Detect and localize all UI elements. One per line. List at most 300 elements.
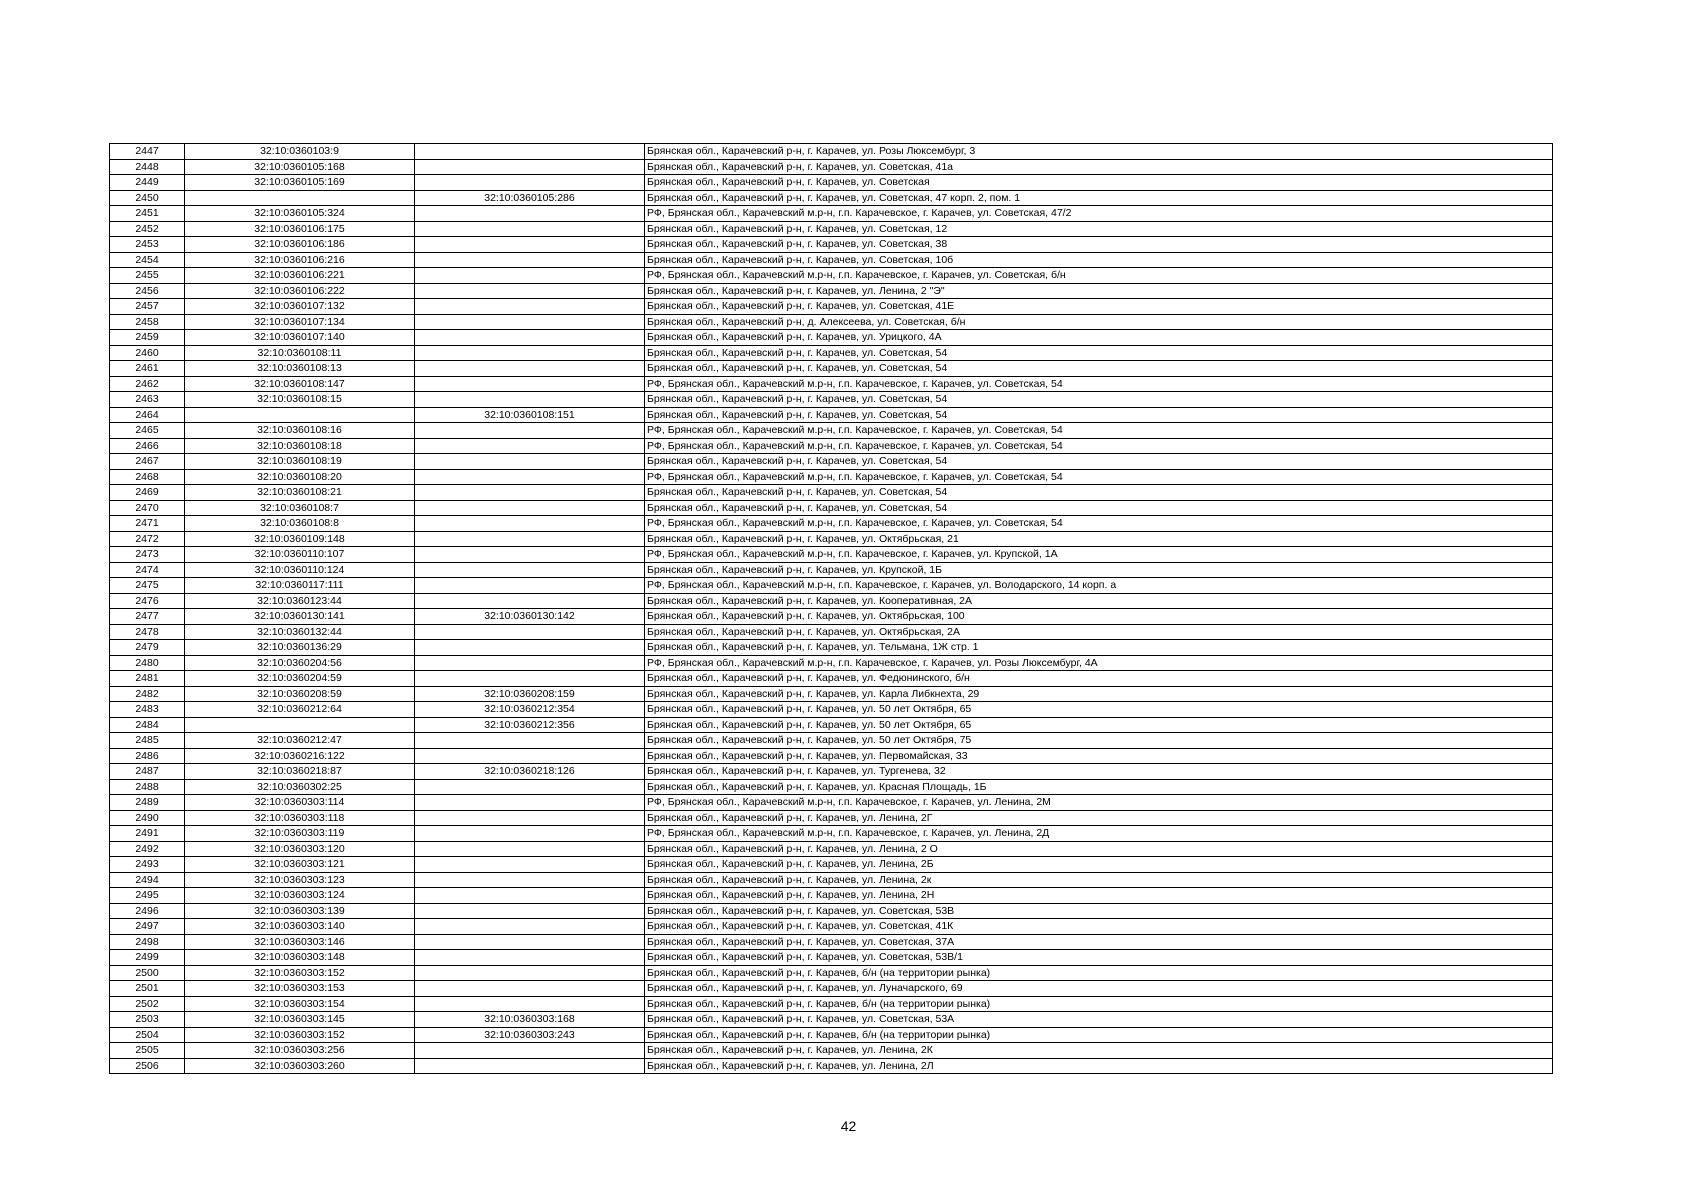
row-number-cell: 2477 xyxy=(110,609,185,625)
cadastral-table xyxy=(109,143,1553,1074)
table-row xyxy=(110,454,1553,470)
table-row xyxy=(110,578,1553,594)
related-cadastral-number-cell xyxy=(415,826,645,842)
related-cadastral-number-cell xyxy=(415,252,645,268)
table-row xyxy=(110,407,1553,423)
related-cadastral-number-cell xyxy=(415,438,645,454)
address-cell: Брянская обл., Карачевский р-н, г. Карачев, ул. Советская, 53В xyxy=(645,903,1553,919)
cadastral-number-cell: 32:10:0360108:8 xyxy=(185,516,415,532)
row-number-cell: 2449 xyxy=(110,175,185,191)
row-number-cell: 2483 xyxy=(110,702,185,718)
table-row xyxy=(110,159,1553,175)
related-cadastral-number-cell xyxy=(415,299,645,315)
related-cadastral-number-cell: 32:10:0360218:126 xyxy=(415,764,645,780)
cadastral-number-cell: 32:10:0360108:21 xyxy=(185,485,415,501)
related-cadastral-number-cell xyxy=(415,454,645,470)
table-row xyxy=(110,981,1553,997)
cadastral-number-cell: 32:10:0360303:256 xyxy=(185,1043,415,1059)
table-row xyxy=(110,206,1553,222)
related-cadastral-number-cell xyxy=(415,531,645,547)
address-cell: РФ, Брянская обл., Карачевский м.р-н, г.п. Карачевское, г. Карачев, ул. Советская, б/н xyxy=(645,268,1553,284)
row-number-cell: 2467 xyxy=(110,454,185,470)
table-row xyxy=(110,268,1553,284)
related-cadastral-number-cell xyxy=(415,206,645,222)
table-row xyxy=(110,516,1553,532)
row-number-cell: 2488 xyxy=(110,779,185,795)
related-cadastral-number-cell xyxy=(415,392,645,408)
related-cadastral-number-cell xyxy=(415,857,645,873)
row-number-cell: 2466 xyxy=(110,438,185,454)
address-cell: РФ, Брянская обл., Карачевский м.р-н, г.п. Карачевское, г. Карачев, ул. Советская, 54 xyxy=(645,516,1553,532)
row-number-cell: 2492 xyxy=(110,841,185,857)
row-number-cell: 2489 xyxy=(110,795,185,811)
related-cadastral-number-cell xyxy=(415,314,645,330)
row-number-cell: 2459 xyxy=(110,330,185,346)
row-number-cell: 2471 xyxy=(110,516,185,532)
related-cadastral-number-cell xyxy=(415,841,645,857)
row-number-cell: 2481 xyxy=(110,671,185,687)
related-cadastral-number-cell xyxy=(415,159,645,175)
row-number-cell: 2468 xyxy=(110,469,185,485)
cadastral-number-cell: 32:10:0360109:148 xyxy=(185,531,415,547)
row-number-cell: 2473 xyxy=(110,547,185,563)
row-number-cell: 2498 xyxy=(110,934,185,950)
cadastral-number-cell: 32:10:0360218:87 xyxy=(185,764,415,780)
address-cell: Брянская обл., Карачевский р-н, г. Карачев, ул. Советская, 37А xyxy=(645,934,1553,950)
row-number-cell: 2460 xyxy=(110,345,185,361)
address-cell: Брянская обл., Карачевский р-н, г. Карачев, ул. Советская, 54 xyxy=(645,500,1553,516)
row-number-cell: 2457 xyxy=(110,299,185,315)
related-cadastral-number-cell xyxy=(415,733,645,749)
address-cell: РФ, Брянская обл., Карачевский м.р-н, г.п. Карачевское, г. Карачев, ул. Советская, 54 xyxy=(645,423,1553,439)
related-cadastral-number-cell xyxy=(415,516,645,532)
row-number-cell: 2504 xyxy=(110,1027,185,1043)
row-number-cell: 2480 xyxy=(110,655,185,671)
related-cadastral-number-cell xyxy=(415,485,645,501)
cadastral-number-cell xyxy=(185,407,415,423)
cadastral-number-cell: 32:10:0360204:59 xyxy=(185,671,415,687)
row-number-cell: 2485 xyxy=(110,733,185,749)
row-number-cell: 2452 xyxy=(110,221,185,237)
table-row xyxy=(110,237,1553,253)
row-number-cell: 2451 xyxy=(110,206,185,222)
address-cell: Брянская обл., Карачевский р-н, г. Карачев, ул. Советская, 54 xyxy=(645,485,1553,501)
cadastral-number-cell: 32:10:0360216:122 xyxy=(185,748,415,764)
related-cadastral-number-cell xyxy=(415,175,645,191)
related-cadastral-number-cell xyxy=(415,330,645,346)
table-row xyxy=(110,826,1553,842)
cadastral-number-cell: 32:10:0360303:145 xyxy=(185,1012,415,1028)
cadastral-number-cell: 32:10:0360303:146 xyxy=(185,934,415,950)
cadastral-number-cell: 32:10:0360105:168 xyxy=(185,159,415,175)
table-row xyxy=(110,392,1553,408)
related-cadastral-number-cell xyxy=(415,810,645,826)
related-cadastral-number-cell: 32:10:0360212:354 xyxy=(415,702,645,718)
cadastral-number-cell: 32:10:0360108:16 xyxy=(185,423,415,439)
related-cadastral-number-cell: 32:10:0360303:168 xyxy=(415,1012,645,1028)
table-row xyxy=(110,748,1553,764)
address-cell: РФ, Брянская обл., Карачевский м.р-н, г.п. Карачевское, г. Карачев, ул. Советская, 54 xyxy=(645,438,1553,454)
related-cadastral-number-cell xyxy=(415,547,645,563)
cadastral-number-cell: 32:10:0360110:107 xyxy=(185,547,415,563)
address-cell: Брянская обл., Карачевский р-н, г. Карачев, ул. Советская, 41К xyxy=(645,919,1553,935)
address-cell: Брянская обл., Карачевский р-н, г. Карачев, ул. Ленина, 2 О xyxy=(645,841,1553,857)
table-row xyxy=(110,950,1553,966)
address-cell: РФ, Брянская обл., Карачевский м.р-н, г.п. Карачевское, г. Карачев, ул. Володарского, 14 корп. а xyxy=(645,578,1553,594)
related-cadastral-number-cell xyxy=(415,237,645,253)
cadastral-number-cell: 32:10:0360108:15 xyxy=(185,392,415,408)
table-row xyxy=(110,671,1553,687)
related-cadastral-number-cell xyxy=(415,500,645,516)
address-cell: Брянская обл., Карачевский р-н, г. Карачев, ул. Тельмана, 1Ж стр. 1 xyxy=(645,640,1553,656)
table-row xyxy=(110,330,1553,346)
address-cell: Брянская обл., Карачевский р-н, г. Карачев, ул. Ленина, 2 "Э" xyxy=(645,283,1553,299)
cadastral-number-cell: 32:10:0360303:260 xyxy=(185,1058,415,1074)
related-cadastral-number-cell xyxy=(415,655,645,671)
cadastral-number-cell: 32:10:0360106:186 xyxy=(185,237,415,253)
row-number-cell: 2491 xyxy=(110,826,185,842)
cadastral-number-cell: 32:10:0360106:222 xyxy=(185,283,415,299)
table-row xyxy=(110,469,1553,485)
row-number-cell: 2462 xyxy=(110,376,185,392)
row-number-cell: 2478 xyxy=(110,624,185,640)
cadastral-number-cell: 32:10:0360106:175 xyxy=(185,221,415,237)
address-cell: Брянская обл., Карачевский р-н, г. Карачев, ул. Ленина, 2Б xyxy=(645,857,1553,873)
table-row xyxy=(110,500,1553,516)
table-row xyxy=(110,919,1553,935)
cadastral-number-cell: 32:10:0360123:44 xyxy=(185,593,415,609)
row-number-cell: 2506 xyxy=(110,1058,185,1074)
row-number-cell: 2499 xyxy=(110,950,185,966)
cadastral-number-cell: 32:10:0360110:124 xyxy=(185,562,415,578)
related-cadastral-number-cell xyxy=(415,779,645,795)
cadastral-number-cell: 32:10:0360212:47 xyxy=(185,733,415,749)
related-cadastral-number-cell: 32:10:0360208:159 xyxy=(415,686,645,702)
address-cell: Брянская обл., Карачевский р-н, г. Карачев, б/н (на территории рынка) xyxy=(645,996,1553,1012)
related-cadastral-number-cell xyxy=(415,144,645,160)
address-cell: Брянская обл., Карачевский р-н, г. Карачев, б/н (на территории рынка) xyxy=(645,1027,1553,1043)
table-row xyxy=(110,190,1553,206)
row-number-cell: 2500 xyxy=(110,965,185,981)
cadastral-number-cell: 32:10:0360136:29 xyxy=(185,640,415,656)
cadastral-number-cell: 32:10:0360303:123 xyxy=(185,872,415,888)
table-row xyxy=(110,733,1553,749)
address-cell: Брянская обл., Карачевский р-н, г. Карачев, ул. Советская, 53В/1 xyxy=(645,950,1553,966)
address-cell: РФ, Брянская обл., Карачевский м.р-н, г.п. Карачевское, г. Карачев, ул. Крупской, 1А xyxy=(645,547,1553,563)
row-number-cell: 2482 xyxy=(110,686,185,702)
address-cell: Брянская обл., Карачевский р-н, г. Карачев, ул. 50 лет Октября, 65 xyxy=(645,702,1553,718)
related-cadastral-number-cell xyxy=(415,872,645,888)
row-number-cell: 2486 xyxy=(110,748,185,764)
row-number-cell: 2469 xyxy=(110,485,185,501)
address-cell: Брянская обл., Карачевский р-н, г. Карачев, ул. 50 лет Октября, 65 xyxy=(645,717,1553,733)
table-row xyxy=(110,795,1553,811)
table-row xyxy=(110,531,1553,547)
table-row xyxy=(110,857,1553,873)
table-row xyxy=(110,810,1553,826)
row-number-cell: 2484 xyxy=(110,717,185,733)
related-cadastral-number-cell xyxy=(415,748,645,764)
cadastral-number-cell: 32:10:0360105:324 xyxy=(185,206,415,222)
table-row xyxy=(110,934,1553,950)
address-cell: Брянская обл., Карачевский р-н, г. Карачев, ул. Крупской, 1Б xyxy=(645,562,1553,578)
cadastral-number-cell: 32:10:0360107:140 xyxy=(185,330,415,346)
address-cell: РФ, Брянская обл., Карачевский м.р-н, г.п. Карачевское, г. Карачев, ул. Ленина, 2М xyxy=(645,795,1553,811)
row-number-cell: 2463 xyxy=(110,392,185,408)
row-number-cell: 2493 xyxy=(110,857,185,873)
cadastral-number-cell: 32:10:0360204:56 xyxy=(185,655,415,671)
address-cell: Брянская обл., Карачевский р-н, г. Карачев, ул. Советская, 54 xyxy=(645,407,1553,423)
row-number-cell: 2465 xyxy=(110,423,185,439)
table-row xyxy=(110,547,1553,563)
row-number-cell: 2448 xyxy=(110,159,185,175)
address-cell: Брянская обл., Карачевский р-н, г. Карачев, ул. Ленина, 2Н xyxy=(645,888,1553,904)
related-cadastral-number-cell xyxy=(415,888,645,904)
row-number-cell: 2470 xyxy=(110,500,185,516)
cadastral-number-cell: 32:10:0360303:114 xyxy=(185,795,415,811)
row-number-cell: 2495 xyxy=(110,888,185,904)
row-number-cell: 2476 xyxy=(110,593,185,609)
cadastral-number-cell: 32:10:0360108:13 xyxy=(185,361,415,377)
related-cadastral-number-cell xyxy=(415,640,645,656)
related-cadastral-number-cell xyxy=(415,469,645,485)
address-cell: Брянская обл., Карачевский р-н, г. Карачев, ул. Советская, 54 xyxy=(645,454,1553,470)
address-cell: Брянская обл., Карачевский р-н, г. Карачев, ул. Советская, 54 xyxy=(645,392,1553,408)
address-cell: РФ, Брянская обл., Карачевский м.р-н, г.п. Карачевское, г. Карачев, ул. Советская, 54 xyxy=(645,469,1553,485)
table-row xyxy=(110,717,1553,733)
table-row xyxy=(110,314,1553,330)
related-cadastral-number-cell xyxy=(415,361,645,377)
table-row xyxy=(110,438,1553,454)
related-cadastral-number-cell xyxy=(415,423,645,439)
cadastral-number-cell: 32:10:0360107:134 xyxy=(185,314,415,330)
row-number-cell: 2454 xyxy=(110,252,185,268)
cadastral-number-cell: 32:10:0360303:118 xyxy=(185,810,415,826)
cadastral-number-cell: 32:10:0360108:18 xyxy=(185,438,415,454)
table-row xyxy=(110,485,1553,501)
address-cell: Брянская обл., Карачевский р-н, г. Карачев, ул. Розы Люксембург, 3 xyxy=(645,144,1553,160)
address-cell: Брянская обл., Карачевский р-н, г. Карачев, ул. Ленина, 2Л xyxy=(645,1058,1553,1074)
address-cell: Брянская обл., Карачевский р-н, г. Карачев, ул. Федюнинского, б/н xyxy=(645,671,1553,687)
table-row xyxy=(110,1012,1553,1028)
address-cell: Брянская обл., Карачевский р-н, г. Карачев, ул. Ленина, 2К xyxy=(645,1043,1553,1059)
row-number-cell: 2494 xyxy=(110,872,185,888)
address-cell: Брянская обл., Карачевский р-н, г. Карачев, ул. Луначарского, 69 xyxy=(645,981,1553,997)
table-row xyxy=(110,965,1553,981)
row-number-cell: 2455 xyxy=(110,268,185,284)
row-number-cell: 2447 xyxy=(110,144,185,160)
cadastral-number-cell: 32:10:0360106:221 xyxy=(185,268,415,284)
cadastral-number-cell: 32:10:0360303:124 xyxy=(185,888,415,904)
row-number-cell: 2479 xyxy=(110,640,185,656)
table-row xyxy=(110,252,1553,268)
cadastral-number-cell: 32:10:0360117:111 xyxy=(185,578,415,594)
table-row xyxy=(110,841,1553,857)
address-cell: Брянская обл., Карачевский р-н, г. Карачев, ул. Ленина, 2Г xyxy=(645,810,1553,826)
related-cadastral-number-cell xyxy=(415,624,645,640)
address-cell: Брянская обл., Карачевский р-н, г. Карачев, ул. Кооперативная, 2А xyxy=(645,593,1553,609)
related-cadastral-number-cell xyxy=(415,1058,645,1074)
related-cadastral-number-cell xyxy=(415,981,645,997)
table-row xyxy=(110,423,1553,439)
address-cell: Брянская обл., Карачевский р-н, г. Карачев, ул. Красная Площадь, 1Б xyxy=(645,779,1553,795)
related-cadastral-number-cell xyxy=(415,950,645,966)
address-cell: Брянская обл., Карачевский р-н, г. Карачев, ул. Октябрьская, 21 xyxy=(645,531,1553,547)
table-row xyxy=(110,609,1553,625)
related-cadastral-number-cell xyxy=(415,903,645,919)
address-cell: Брянская обл., Карачевский р-н, г. Карачев, ул. Урицкого, 4А xyxy=(645,330,1553,346)
table-row xyxy=(110,686,1553,702)
table-row xyxy=(110,624,1553,640)
row-number-cell: 2453 xyxy=(110,237,185,253)
cadastral-number-cell xyxy=(185,190,415,206)
row-number-cell: 2461 xyxy=(110,361,185,377)
related-cadastral-number-cell xyxy=(415,795,645,811)
address-cell: Брянская обл., Карачевский р-н, г. Карачев, ул. Советская, 54 xyxy=(645,361,1553,377)
address-cell: РФ, Брянская обл., Карачевский м.р-н, г.п. Карачевское, г. Карачев, ул. Розы Люксембург, 4А xyxy=(645,655,1553,671)
table-row xyxy=(110,764,1553,780)
address-cell: Брянская обл., Карачевский р-н, г. Карачев, ул. Ленина, 2к xyxy=(645,872,1553,888)
table-row xyxy=(110,1027,1553,1043)
related-cadastral-number-cell xyxy=(415,934,645,950)
cadastral-number-cell: 32:10:0360108:147 xyxy=(185,376,415,392)
cadastral-number-cell: 32:10:0360303:153 xyxy=(185,981,415,997)
related-cadastral-number-cell xyxy=(415,283,645,299)
table-row xyxy=(110,996,1553,1012)
cadastral-number-cell: 32:10:0360303:120 xyxy=(185,841,415,857)
table-row xyxy=(110,1058,1553,1074)
related-cadastral-number-cell: 32:10:0360212:356 xyxy=(415,717,645,733)
cadastral-number-cell: 32:10:0360108:11 xyxy=(185,345,415,361)
row-number-cell: 2505 xyxy=(110,1043,185,1059)
related-cadastral-number-cell xyxy=(415,376,645,392)
table-row xyxy=(110,221,1553,237)
address-cell: Брянская обл., Карачевский р-н, г. Карачев, ул. Советская, 41Е xyxy=(645,299,1553,315)
related-cadastral-number-cell: 32:10:0360108:151 xyxy=(415,407,645,423)
address-cell: Брянская обл., Карачевский р-н, г. Карачев, ул. Карла Либкнехта, 29 xyxy=(645,686,1553,702)
cadastral-number-cell: 32:10:0360303:139 xyxy=(185,903,415,919)
table-row xyxy=(110,593,1553,609)
row-number-cell: 2458 xyxy=(110,314,185,330)
row-number-cell: 2450 xyxy=(110,190,185,206)
cadastral-number-cell: 32:10:0360103:9 xyxy=(185,144,415,160)
cadastral-number-cell: 32:10:0360303:154 xyxy=(185,996,415,1012)
row-number-cell: 2474 xyxy=(110,562,185,578)
table-row xyxy=(110,702,1553,718)
related-cadastral-number-cell xyxy=(415,578,645,594)
address-cell: Брянская обл., Карачевский р-н, г. Карачев, ул. Советская, 12 xyxy=(645,221,1553,237)
cadastral-number-cell: 32:10:0360303:152 xyxy=(185,1027,415,1043)
page-number: 42 xyxy=(840,1118,857,1134)
address-cell: Брянская обл., Карачевский р-н, г. Карачев, б/н (на территории рынка) xyxy=(645,965,1553,981)
cadastral-number-cell: 32:10:0360106:216 xyxy=(185,252,415,268)
cadastral-number-cell: 32:10:0360108:19 xyxy=(185,454,415,470)
related-cadastral-number-cell xyxy=(415,221,645,237)
row-number-cell: 2502 xyxy=(110,996,185,1012)
cadastral-number-cell: 32:10:0360303:152 xyxy=(185,965,415,981)
cadastral-number-cell: 32:10:0360212:64 xyxy=(185,702,415,718)
cadastral-number-cell: 32:10:0360208:59 xyxy=(185,686,415,702)
address-cell: Брянская обл., Карачевский р-н, г. Карачев, ул. Октябрьская, 100 xyxy=(645,609,1553,625)
address-cell: Брянская обл., Карачевский р-н, г. Карачев, ул. Советская, 41а xyxy=(645,159,1553,175)
address-cell: Брянская обл., Карачевский р-н, г. Карачев, ул. 50 лет Октября, 75 xyxy=(645,733,1553,749)
cadastral-number-cell: 32:10:0360108:20 xyxy=(185,469,415,485)
cadastral-number-cell: 32:10:0360130:141 xyxy=(185,609,415,625)
table-row xyxy=(110,376,1553,392)
address-cell: Брянская обл., Карачевский р-н, г. Карачев, ул. Тургенева, 32 xyxy=(645,764,1553,780)
cadastral-number-cell: 32:10:0360105:169 xyxy=(185,175,415,191)
row-number-cell: 2497 xyxy=(110,919,185,935)
cadastral-number-cell: 32:10:0360108:7 xyxy=(185,500,415,516)
address-cell: Брянская обл., Карачевский р-н, г. Карачев, ул. Советская xyxy=(645,175,1553,191)
table-row xyxy=(110,640,1553,656)
address-cell: Брянская обл., Карачевский р-н, г. Карачев, ул. Октябрьская, 2А xyxy=(645,624,1553,640)
address-cell: РФ, Брянская обл., Карачевский м.р-н, г.п. Карачевское, г. Карачев, ул. Ленина, 2Д xyxy=(645,826,1553,842)
address-cell: РФ, Брянская обл., Карачевский м.р-н, г.п. Карачевское, г. Карачев, ул. Советская, 54 xyxy=(645,376,1553,392)
table-row xyxy=(110,144,1553,160)
address-cell: Брянская обл., Карачевский р-н, г. Карачев, ул. Советская, 54 xyxy=(645,345,1553,361)
table-row xyxy=(110,1043,1553,1059)
related-cadastral-number-cell xyxy=(415,671,645,687)
table-row xyxy=(110,283,1553,299)
cadastral-number-cell: 32:10:0360107:132 xyxy=(185,299,415,315)
cadastral-number-cell: 32:10:0360303:119 xyxy=(185,826,415,842)
related-cadastral-number-cell xyxy=(415,593,645,609)
cadastral-number-cell: 32:10:0360303:121 xyxy=(185,857,415,873)
table-row xyxy=(110,562,1553,578)
row-number-cell: 2487 xyxy=(110,764,185,780)
address-cell: Брянская обл., Карачевский р-н, г. Карачев, ул. Советская, 53А xyxy=(645,1012,1553,1028)
related-cadastral-number-cell xyxy=(415,268,645,284)
table-row xyxy=(110,361,1553,377)
row-number-cell: 2496 xyxy=(110,903,185,919)
table-row xyxy=(110,175,1553,191)
address-cell: Брянская обл., Карачевский р-н, г. Карачев, ул. Советская, 10б xyxy=(645,252,1553,268)
row-number-cell: 2503 xyxy=(110,1012,185,1028)
address-cell: Брянская обл., Карачевский р-н, г. Карачев, ул. Советская, 38 xyxy=(645,237,1553,253)
row-number-cell: 2501 xyxy=(110,981,185,997)
cadastral-number-cell: 32:10:0360303:140 xyxy=(185,919,415,935)
related-cadastral-number-cell: 32:10:0360303:243 xyxy=(415,1027,645,1043)
related-cadastral-number-cell: 32:10:0360130:142 xyxy=(415,609,645,625)
address-cell: Брянская обл., Карачевский р-н, д. Алексеева, ул. Советская, б/н xyxy=(645,314,1553,330)
table-row xyxy=(110,345,1553,361)
related-cadastral-number-cell xyxy=(415,1043,645,1059)
row-number-cell: 2475 xyxy=(110,578,185,594)
row-number-cell: 2472 xyxy=(110,531,185,547)
related-cadastral-number-cell xyxy=(415,345,645,361)
table-body xyxy=(110,144,1553,1074)
row-number-cell: 2456 xyxy=(110,283,185,299)
related-cadastral-number-cell xyxy=(415,562,645,578)
address-cell: Брянская обл., Карачевский р-н, г. Карачев, ул. Советская, 47 корп. 2, пом. 1 xyxy=(645,190,1553,206)
cadastral-number-cell: 32:10:0360132:44 xyxy=(185,624,415,640)
row-number-cell: 2490 xyxy=(110,810,185,826)
table-row xyxy=(110,903,1553,919)
table-row xyxy=(110,888,1553,904)
table-row xyxy=(110,655,1553,671)
related-cadastral-number-cell xyxy=(415,996,645,1012)
related-cadastral-number-cell: 32:10:0360105:286 xyxy=(415,190,645,206)
related-cadastral-number-cell xyxy=(415,919,645,935)
cadastral-number-cell xyxy=(185,717,415,733)
table-row xyxy=(110,299,1553,315)
row-number-cell: 2464 xyxy=(110,407,185,423)
cadastral-number-cell: 32:10:0360303:148 xyxy=(185,950,415,966)
table-row xyxy=(110,779,1553,795)
related-cadastral-number-cell xyxy=(415,965,645,981)
address-cell: Брянская обл., Карачевский р-н, г. Карачев, ул. Первомайская, 33 xyxy=(645,748,1553,764)
